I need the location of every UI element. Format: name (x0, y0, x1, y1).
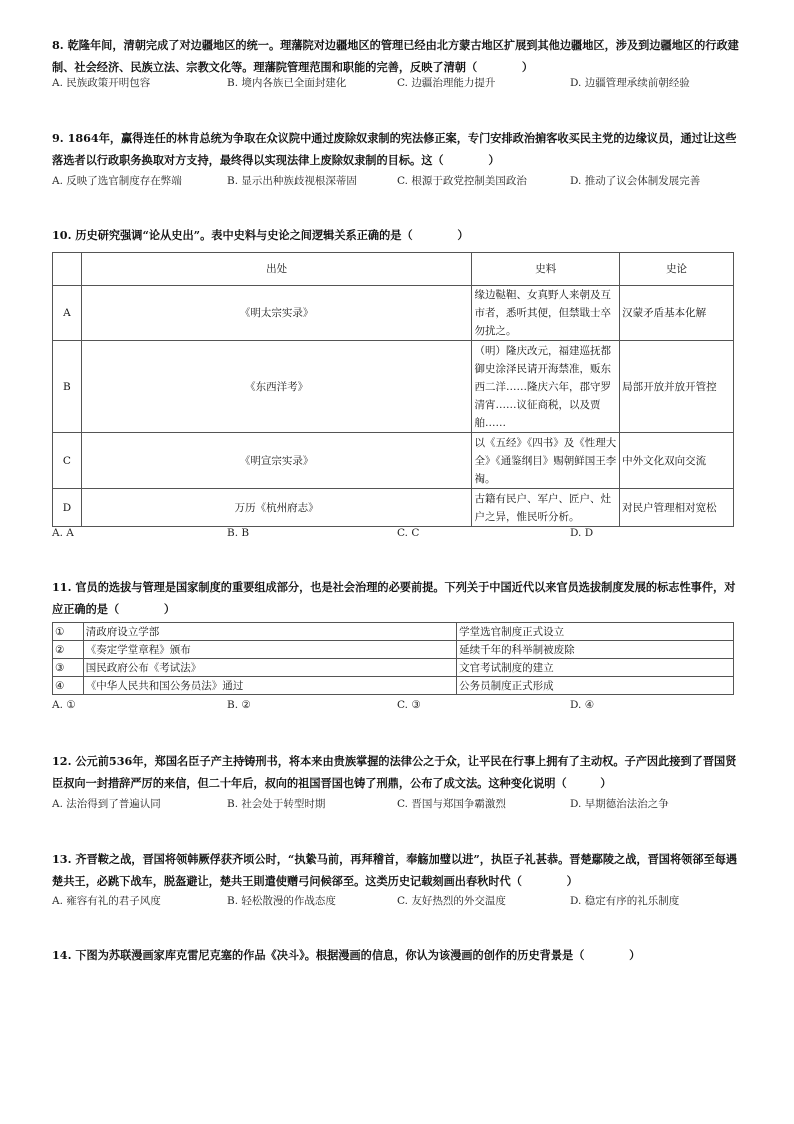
question-8-stem: 8. 乾隆年间，清朝完成了对边疆地区的统一。理藩院对边疆地区的管理已经由北方蒙古地区扩展到其他边疆地区，涉及到边疆地区的行政建制、社会经济、民族立法、宗教文化等。理藩院管理范围和职能的完善，反映了清朝（ ） (52, 38, 739, 74)
table-row (53, 433, 734, 489)
row-source: 《东西洋考》 (81, 341, 472, 433)
question-9-options (52, 171, 752, 191)
row-number: ② (53, 641, 84, 659)
row-source: 《明宣宗实录》 (81, 433, 472, 489)
row-event: 清政府设立学部 (83, 623, 456, 641)
option-a: A. 民族政策开明包容 (52, 77, 151, 89)
row-number: ④ (53, 677, 84, 695)
option-a: A. 法治得到了普遍认同 (52, 798, 161, 810)
row-significance: 公务员制度正式形成 (457, 677, 734, 695)
question-11-options (52, 695, 752, 715)
table-row (53, 286, 734, 341)
row-significance: 文官考试制度的建立 (457, 659, 734, 677)
row-significance: 延续千年的科举制被废除 (457, 641, 734, 659)
question-9-stem: 9. 1864年，赢得连任的林肯总统为争取在众议院中通过废除奴隶制的宪法修正案，专门安排政治掮客收买民主党的边缘议员，通过让这些落选者以行政职务换取对方支持，最终得以实现法律上废除奴隶制的目标。这（ ） (52, 131, 737, 167)
header-cell-material: 史料 (472, 253, 620, 286)
option-a: A. 雍容有礼的君子风度 (52, 895, 161, 907)
row-source: 《明太宗实录》 (81, 286, 472, 341)
header-cell-conclusion: 史论 (620, 253, 734, 286)
row-material: 缘边鞑靼、女真野人来朝及互市者，悉听其便，但禁戢士卒勿扰之。 (472, 286, 620, 341)
row-source: 万历《杭州府志》 (81, 489, 472, 527)
option-c: C. 晋国与郑国争霸激烈 (397, 798, 506, 810)
row-material: （明）隆庆改元，福建巡抚都御史涂泽民请开海禁准，贩东西二洋……隆庆六年，郡守罗清宵……议征商税，以及贾舶…… (472, 341, 620, 433)
row-event: 国民政府公布《考试法》 (83, 659, 456, 677)
header-cell (53, 253, 82, 286)
question-11-stem: 11. 官员的选拔与管理是国家制度的重要组成部分，也是社会治理的必要前提。下列关于中国近代以来官员选拔制度发展的标志性事件，对应正确的是（ ） (52, 580, 736, 616)
question-13-stem: 13. 齐晋鞍之战，晋国将领韩厥俘获齐顷公时，“执絷马前，再拜稽首，奉觞加璧以进”，执臣子礼甚恭。晋楚鄢陵之战，晋国将领郤至每遇楚共王，必跳下战车，脱盔避让，楚共王則遣使赠弓问候郤至。这类历史记载刻画出春秋时代（ ） (52, 852, 738, 888)
row-significance: 学堂选官制度正式设立 (457, 623, 734, 641)
option-d: D. 稳定有序的礼乐制度 (570, 895, 680, 907)
option-c: C. C (397, 527, 420, 539)
question-14-stem: 14. 下图为苏联漫画家库克雷尼克塞的作品《决斗》。根据漫画的信息，你认为该漫画的创作的历史背景是（ ） (52, 948, 641, 962)
row-conclusion: 中外文化双向交流 (620, 433, 734, 489)
question-10-stem: 10. 历史研究强调“论从史出”。表中史料与史论之间逻辑关系正确的是（ ） (52, 228, 469, 242)
option-d: D. ④ (570, 699, 595, 711)
row-key: C (53, 433, 82, 489)
row-conclusion: 汉蒙矛盾基本化解 (620, 286, 734, 341)
option-b: B. 轻松散漫的作战态度 (227, 895, 336, 907)
row-material: 以《五经》《四书》及《性理大全》《通鉴纲目》赐朝鲜国王李祹。 (472, 433, 620, 489)
option-d: D. 早期德治法治之争 (570, 798, 669, 810)
row-material: 古籍有民户、军户、匠户、灶户之异，惟民听分析。 (472, 489, 620, 527)
table-row (53, 341, 734, 433)
option-b: B. 社会处于转型时期 (227, 798, 326, 810)
option-a: A. A (52, 527, 74, 539)
option-a: A. ① (52, 699, 76, 711)
table-header-row (53, 253, 734, 286)
option-d: D. D (570, 527, 594, 539)
option-d: D. 推动了议会体制发展完善 (570, 175, 701, 187)
option-c: C. 友好热烈的外交温度 (397, 895, 506, 907)
option-b: B. 境内各族已全面封建化 (227, 77, 347, 89)
row-event: 《奏定学堂章程》颁布 (83, 641, 456, 659)
question-12-options (52, 794, 752, 814)
row-number: ③ (53, 659, 84, 677)
row-conclusion: 对民户管理相对宽松 (620, 489, 734, 527)
question-10-options (52, 523, 752, 543)
row-key: A (53, 286, 82, 341)
question-12-stem: 12. 公元前536年，郑国名臣子产主持铸刑书，将本来由贵族掌握的法律公之于众，让平民在行事上拥有了主动权。子产因此接到了晋国贤臣叔向一封措辞严厉的来信，但二十年后，叔向的祖国晋国也铸了刑鼎，公布了成文法。这种变化说明（ ） (52, 754, 737, 790)
question-13-options (52, 891, 752, 911)
table-row (53, 623, 734, 641)
row-conclusion: 局部开放并放开管控 (620, 341, 734, 433)
option-d: D. 边疆管理承续前朝经验 (570, 77, 690, 89)
option-b: B. B (227, 527, 250, 539)
table-row (53, 677, 734, 695)
row-key: D (53, 489, 82, 527)
table-row (53, 489, 734, 527)
option-a: A. 反映了选官制度存在弊端 (52, 175, 182, 187)
table-row (53, 641, 734, 659)
table-row (53, 659, 734, 677)
row-event: 《中华人民共和国公务员法》通过 (83, 677, 456, 695)
question-11-table (52, 622, 734, 695)
row-key: B (53, 341, 82, 433)
option-b: B. ② (227, 699, 251, 711)
row-number: ① (53, 623, 84, 641)
question-10-table (52, 252, 734, 527)
question-8-options (52, 73, 752, 93)
header-cell-source: 出处 (81, 253, 472, 286)
option-b: B. 显示出种族歧视根深蒂固 (227, 175, 357, 187)
option-c: C. ③ (397, 699, 421, 711)
option-c: C. 边疆治理能力提升 (397, 77, 496, 89)
option-c: C. 根源于政党控制美国政治 (397, 175, 527, 187)
